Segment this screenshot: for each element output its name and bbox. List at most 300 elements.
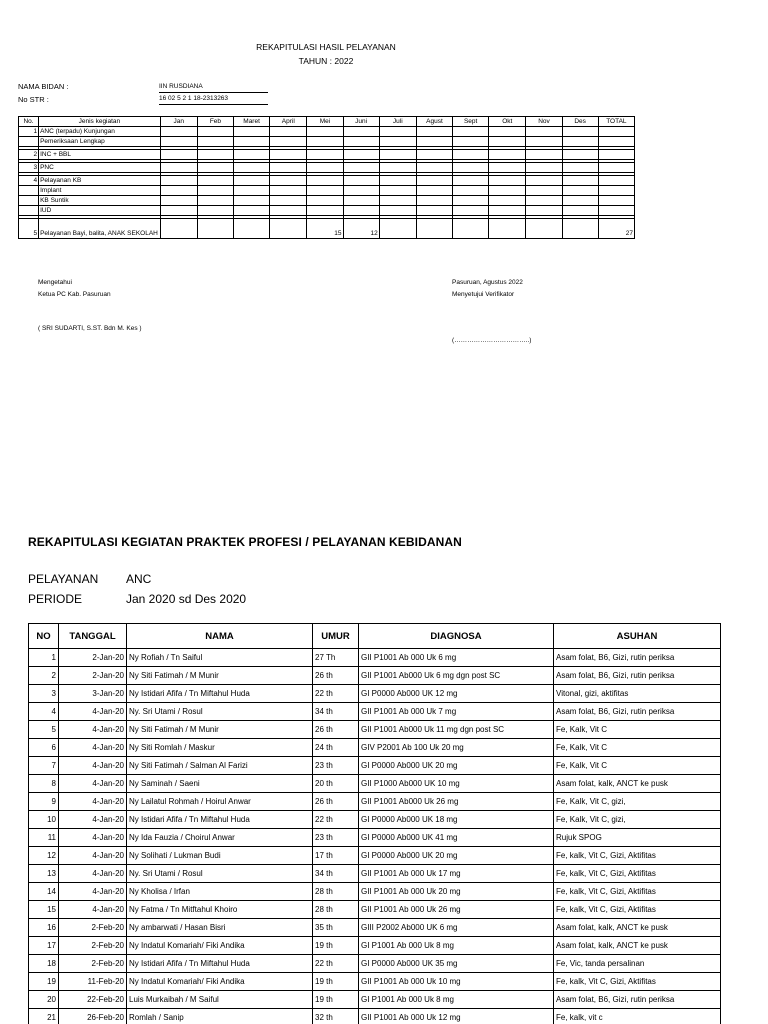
- row-diagnosa: GI P0000 Ab000 UK 20 mg: [359, 757, 554, 775]
- row-nama: Ny Indatul Komariah/ Fiki Andika: [127, 973, 313, 991]
- rekap-cell: [379, 186, 416, 196]
- rekap-row-label: IUD: [39, 206, 161, 216]
- table-row: [29, 721, 721, 739]
- rekap-cell: [379, 219, 416, 239]
- row-tanggal: 2-Jan-20: [59, 667, 127, 685]
- row-no: 1: [29, 649, 59, 667]
- row-umur: 26 th: [313, 721, 359, 739]
- rekap-cell: [234, 150, 270, 160]
- rekap-cell: [416, 137, 452, 147]
- sign-right-name: (……………………………..): [452, 337, 532, 344]
- col-header: Mei: [307, 117, 343, 127]
- rekap-cell: [160, 137, 197, 147]
- sign-right-2: Menyetujui Verifikator: [452, 291, 515, 298]
- row-nama: Ny Kholisa / Irfan: [127, 883, 313, 901]
- rekap-cell-mei: [307, 186, 343, 196]
- rekap-row-label: Pelayanan Bayi, balita, ANAK SEKOLAH: [39, 219, 161, 239]
- table-row: [29, 829, 721, 847]
- rekap-year: TAHUN : 2022: [298, 56, 354, 66]
- row-tanggal: 2-Feb-20: [59, 919, 127, 937]
- row-no: 20: [29, 991, 59, 1009]
- table-row: [29, 739, 721, 757]
- rekap-row-label: PNC: [39, 163, 161, 173]
- row-tanggal: 22-Feb-20: [59, 991, 127, 1009]
- rekap-cell: [270, 150, 307, 160]
- row-no: 8: [29, 775, 59, 793]
- rekap-cell-juni: [343, 137, 379, 147]
- rekap-cell: [270, 163, 307, 173]
- rekap-cell: [160, 219, 197, 239]
- row-diagnosa: GI P1001 Ab 000 Uk 8 mg: [359, 991, 554, 1009]
- row-no: 7: [29, 757, 59, 775]
- rekap-cell: [562, 127, 598, 137]
- row-umur: 23 th: [313, 829, 359, 847]
- row-tanggal: 4-Jan-20: [59, 829, 127, 847]
- row-asuhan: Fe, Kalk, Vit C: [554, 721, 721, 739]
- rekap-cell: [453, 219, 489, 239]
- row-tanggal: 4-Jan-20: [59, 811, 127, 829]
- rekap-cell: [160, 206, 197, 216]
- rekap-cell: [416, 176, 452, 186]
- row-asuhan: Fe, kalk, Vit C, Gizi, Aktifitas: [554, 883, 721, 901]
- row-tanggal: 4-Jan-20: [59, 775, 127, 793]
- row-umur: 23 th: [313, 757, 359, 775]
- rekap-cell-mei: [307, 150, 343, 160]
- pelayanan-value: ANC: [126, 572, 152, 586]
- table-row: [29, 955, 721, 973]
- row-umur: 22 th: [313, 811, 359, 829]
- rekap-cell: [453, 137, 489, 147]
- rekap-cell: [526, 176, 562, 186]
- row-no: 15: [29, 901, 59, 919]
- row-no: 17: [29, 937, 59, 955]
- row-nama: Ny ambarwati / Hasan Bisri: [127, 919, 313, 937]
- row-nama: Ny Siti Fatimah / Salman Al Farizi: [127, 757, 313, 775]
- rekap-cell: [234, 219, 270, 239]
- row-no: 12: [29, 847, 59, 865]
- table-row: [29, 775, 721, 793]
- rekap-row: [19, 176, 635, 186]
- rekap-cell-mei: [307, 176, 343, 186]
- row-asuhan: Asam folat, B6, Gizi, rutin periksa: [554, 991, 721, 1009]
- rekap-cell: [160, 196, 197, 206]
- row-no: 21: [29, 1009, 59, 1024]
- row-nama: Ny Fatma / Tn Mitftahul Khoiro: [127, 901, 313, 919]
- row-diagnosa: GII P1001 Ab 000 Uk 6 mg: [359, 649, 554, 667]
- sign-left-name: ( SRI SUDARTI, S.ST. Bdn M. Kes ): [38, 325, 142, 332]
- row-no: 19: [29, 973, 59, 991]
- rekap-cell: [562, 206, 598, 216]
- table-row: [29, 703, 721, 721]
- table-row: [29, 901, 721, 919]
- rekap-cell-total: [598, 163, 634, 173]
- rekap-cell-juni: [343, 150, 379, 160]
- rekap-row-no: [19, 186, 39, 196]
- rekap-row: [19, 186, 635, 196]
- rekap-cell-juni: [343, 196, 379, 206]
- row-nama: Ny. Sri Utami / Rosul: [127, 865, 313, 883]
- col-header: Jenis kegiatan: [39, 117, 161, 127]
- row-nama: Ny Solihati / Lukman Budi: [127, 847, 313, 865]
- row-diagnosa: GI P1001 Ab 000 Uk 8 mg: [359, 937, 554, 955]
- row-diagnosa: GII P1001 Ab000 Uk 11 mg dgn post SC: [359, 721, 554, 739]
- row-asuhan: Asam folat, B6, Gizi, rutin periksa: [554, 703, 721, 721]
- table-row: [29, 649, 721, 667]
- row-diagnosa: GII P1001 Ab 000 Uk 26 mg: [359, 901, 554, 919]
- row-diagnosa: GI P0000 Ab000 UK 20 mg: [359, 847, 554, 865]
- rekap-cell-total: [598, 150, 634, 160]
- sign-left-2: Ketua PC Kab. Pasuruan: [38, 291, 111, 298]
- col-header: Juni: [343, 117, 379, 127]
- row-asuhan: Fe, Kalk, Vit C, gizi,: [554, 793, 721, 811]
- col-header-no: NO: [29, 624, 59, 649]
- row-asuhan: Fe, Kalk, Vit C: [554, 739, 721, 757]
- row-diagnosa: GI P0000 Ab000 UK 35 mg: [359, 955, 554, 973]
- row-no: 6: [29, 739, 59, 757]
- table-row: [29, 919, 721, 937]
- row-no: 13: [29, 865, 59, 883]
- col-header-asuhan: ASUHAN: [554, 624, 721, 649]
- rekap-row-no: 3: [19, 163, 39, 173]
- rekap-cell: [197, 176, 233, 186]
- row-umur: 35 th: [313, 919, 359, 937]
- row-asuhan: Fe, kalk, vit c: [554, 1009, 721, 1024]
- col-header: Des: [562, 117, 598, 127]
- rekap-cell: [489, 150, 526, 160]
- row-umur: 34 th: [313, 703, 359, 721]
- row-umur: 19 th: [313, 973, 359, 991]
- row-tanggal: 4-Jan-20: [59, 703, 127, 721]
- rekap-cell: [160, 150, 197, 160]
- bidan-label: NAMA BIDAN :: [18, 82, 69, 91]
- row-nama: Ny Siti Romlah / Maskur: [127, 739, 313, 757]
- rekap-row-label: INC + BBL: [39, 150, 161, 160]
- rekap-cell-mei: [307, 127, 343, 137]
- rekap-cell: [562, 186, 598, 196]
- rekap-cell: [234, 137, 270, 147]
- table-row: [29, 1009, 721, 1024]
- row-no: 5: [29, 721, 59, 739]
- col-header: Jan: [160, 117, 197, 127]
- sign-right-place-date: Pasuruan, Agustus 2022: [452, 279, 523, 286]
- row-no: 10: [29, 811, 59, 829]
- row-asuhan: Fe, kalk, Vit C, Gizi, Aktifitas: [554, 973, 721, 991]
- row-asuhan: Asam folat, kalk, ANCT ke pusk: [554, 775, 721, 793]
- rekap-cell: [197, 206, 233, 216]
- rekap-cell: [416, 206, 452, 216]
- row-asuhan: Fe, kalk, Vit C, Gizi, Aktifitas: [554, 865, 721, 883]
- rekap-cell-juni: [343, 163, 379, 173]
- rekap-cell: [416, 127, 452, 137]
- rekap-title: REKAPITULASI HASIL PELAYANAN: [256, 42, 396, 52]
- row-tanggal: 11-Feb-20: [59, 973, 127, 991]
- rekap-cell: [160, 186, 197, 196]
- rekap-row-label: ANC (terpadu) Kunjungan: [39, 127, 161, 137]
- rekap-row-no: [19, 137, 39, 147]
- col-header: Okt: [489, 117, 526, 127]
- row-asuhan: Asam folat, kalk, ANCT ke pusk: [554, 919, 721, 937]
- row-no: 2: [29, 667, 59, 685]
- row-asuhan: Fe, kalk, Vit C, Gizi, Aktifitas: [554, 847, 721, 865]
- row-tanggal: 3-Jan-20: [59, 685, 127, 703]
- rekap-body: [19, 127, 635, 239]
- kegiatan-table: [28, 623, 721, 1024]
- row-umur: 28 th: [313, 883, 359, 901]
- rekap-cell: [453, 176, 489, 186]
- row-no: 11: [29, 829, 59, 847]
- row-nama: Ny Siti Fatimah / M Munir: [127, 721, 313, 739]
- row-tanggal: 4-Jan-20: [59, 865, 127, 883]
- row-no: 3: [29, 685, 59, 703]
- row-nama: Romlah / Sanip: [127, 1009, 313, 1024]
- rekap-row-label: KB Suntik: [39, 196, 161, 206]
- rekap-cell-juni: 12: [343, 219, 379, 239]
- rekap-cell: [197, 186, 233, 196]
- row-umur: 26 th: [313, 667, 359, 685]
- row-diagnosa: GII P1001 Ab 000 Uk 17 mg: [359, 865, 554, 883]
- table-row: [29, 685, 721, 703]
- rekap-cell: [526, 150, 562, 160]
- rekap-cell-juni: [343, 176, 379, 186]
- rekap-cell: [453, 196, 489, 206]
- col-header: Agust: [416, 117, 452, 127]
- rekap-cell: [526, 163, 562, 173]
- row-nama: Ny Rofiah / Tn Saiful: [127, 649, 313, 667]
- rekap-cell: [160, 127, 197, 137]
- rekap-cell: [197, 163, 233, 173]
- rekap-cell: [489, 137, 526, 147]
- rekap-cell: [489, 219, 526, 239]
- rekap-cell-mei: [307, 163, 343, 173]
- table-row: [29, 883, 721, 901]
- row-umur: 17 th: [313, 847, 359, 865]
- row-umur: 19 th: [313, 937, 359, 955]
- rekap-cell: [416, 196, 452, 206]
- rekap-row-no: 1: [19, 127, 39, 137]
- col-header: Nov: [526, 117, 562, 127]
- rekap-cell: [379, 163, 416, 173]
- rekap-cell-total: [598, 206, 634, 216]
- row-asuhan: Fe, kalk, Vit C, Gizi, Aktifitas: [554, 901, 721, 919]
- row-asuhan: Vitonal, gizi, aktifitas: [554, 685, 721, 703]
- row-tanggal: 4-Jan-20: [59, 847, 127, 865]
- row-nama: Ny Siti Fatimah / M Munir: [127, 667, 313, 685]
- rekap-cell: [197, 196, 233, 206]
- rekap-cell-total: [598, 127, 634, 137]
- rekap-cell: [270, 176, 307, 186]
- row-asuhan: Asam folat, B6, Gizi, rutin periksa: [554, 667, 721, 685]
- row-umur: 27 Th: [313, 649, 359, 667]
- rekap-row-no: 2: [19, 150, 39, 160]
- rekap-cell: [489, 206, 526, 216]
- row-tanggal: 4-Jan-20: [59, 721, 127, 739]
- rekap-cell: [234, 163, 270, 173]
- row-no: 9: [29, 793, 59, 811]
- table-row: [29, 811, 721, 829]
- rekap-cell: [416, 186, 452, 196]
- rekap-row: [19, 196, 635, 206]
- rekap-row: [19, 137, 635, 147]
- rekap-cell: [562, 176, 598, 186]
- row-asuhan: Fe, Kalk, Vit C, gizi,: [554, 811, 721, 829]
- row-asuhan: Rujuk SPOG: [554, 829, 721, 847]
- rekap-cell: [453, 186, 489, 196]
- row-diagnosa: GII P1001 Ab 000 Uk 10 mg: [359, 973, 554, 991]
- kegiatan-header-row: [29, 624, 721, 649]
- rekap-cell: [562, 219, 598, 239]
- rekap-row: [19, 163, 635, 173]
- kegiatan-body: [29, 649, 721, 1024]
- row-nama: Luis Murkaibah / M Saiful: [127, 991, 313, 1009]
- rekap-cell-total: [598, 196, 634, 206]
- row-asuhan: Fe, Kalk, Vit C: [554, 757, 721, 775]
- rekap-cell: [453, 127, 489, 137]
- col-header: Sept: [453, 117, 489, 127]
- rekap-row: [19, 150, 635, 160]
- col-header: Maret: [234, 117, 270, 127]
- col-header: Feb: [197, 117, 233, 127]
- rekap-cell: [526, 219, 562, 239]
- row-diagnosa: GII P1001 Ab 000 Uk 7 mg: [359, 703, 554, 721]
- bidan-value: IIN RUSDIANA: [159, 82, 268, 93]
- rekap-cell: [234, 186, 270, 196]
- table-row: [29, 667, 721, 685]
- row-diagnosa: GII P1001 Ab 000 Uk 20 mg: [359, 883, 554, 901]
- rekap-cell-juni: [343, 127, 379, 137]
- row-tanggal: 4-Jan-20: [59, 739, 127, 757]
- row-tanggal: 4-Jan-20: [59, 901, 127, 919]
- rekap-cell: [234, 127, 270, 137]
- row-diagnosa: GII P1001 Ab 000 Uk 12 mg: [359, 1009, 554, 1024]
- rekap-cell: [379, 137, 416, 147]
- rekap-row-no: 4: [19, 176, 39, 186]
- row-umur: 19 th: [313, 991, 359, 1009]
- table-row: [29, 847, 721, 865]
- col-header-diagnosa: DIAGNOSA: [359, 624, 554, 649]
- str-label: No STR :: [18, 95, 49, 104]
- rekap-cell: [489, 196, 526, 206]
- table-row: [29, 991, 721, 1009]
- row-nama: Ny Lailatul Rohmah / Hoirul Anwar: [127, 793, 313, 811]
- rekap-cell: [270, 196, 307, 206]
- row-umur: 24 th: [313, 739, 359, 757]
- rekap-row: [19, 206, 635, 216]
- rekap-cell: [160, 163, 197, 173]
- table-row: [29, 793, 721, 811]
- sign-left-1: Mengetahui: [38, 279, 72, 286]
- row-diagnosa: GIII P2002 Ab000 UK 6 mg: [359, 919, 554, 937]
- rekap-cell: [270, 137, 307, 147]
- rekap-cell: [489, 127, 526, 137]
- rekap-cell: [453, 163, 489, 173]
- row-nama: Ny Istidari Afifa / Tn Miftahul Huda: [127, 955, 313, 973]
- row-umur: 34 th: [313, 865, 359, 883]
- col-header-umur: UMUR: [313, 624, 359, 649]
- rekap-header-row: [19, 117, 635, 127]
- row-no: 18: [29, 955, 59, 973]
- col-header-nama: NAMA: [127, 624, 313, 649]
- row-tanggal: 2-Jan-20: [59, 649, 127, 667]
- row-tanggal: 4-Jan-20: [59, 793, 127, 811]
- row-umur: 32 th: [313, 1009, 359, 1024]
- rekap-cell-mei: [307, 137, 343, 147]
- rekap-row-label: Implant: [39, 186, 161, 196]
- col-header-tanggal: TANGGAL: [59, 624, 127, 649]
- rekap-row-label: Pemeriksaan Lengkap: [39, 137, 161, 147]
- row-nama: Ny Istidari Afifa / Tn Miftahul Huda: [127, 811, 313, 829]
- rekap-cell: [526, 206, 562, 216]
- rekap-cell: [379, 176, 416, 186]
- rekap-cell: [197, 137, 233, 147]
- row-nama: Ny. Sri Utami / Rosul: [127, 703, 313, 721]
- row-nama: Ny Indatul Komariah/ Fiki Andika: [127, 937, 313, 955]
- rekap-cell: [526, 186, 562, 196]
- rekap-cell: [160, 176, 197, 186]
- row-tanggal: 2-Feb-20: [59, 955, 127, 973]
- rekap-cell: [379, 196, 416, 206]
- kegiatan-title: REKAPITULASI KEGIATAN PRAKTEK PROFESI / PELAYANAN KEBIDANAN: [28, 535, 462, 549]
- rekap-cell: [270, 219, 307, 239]
- str-value: 16 02 5 2 1 18-2313263: [159, 94, 268, 105]
- pelayanan-label: PELAYANAN: [28, 572, 99, 586]
- row-no: 14: [29, 883, 59, 901]
- rekap-cell: [416, 150, 452, 160]
- row-asuhan: Asam folat, kalk, ANCT ke pusk: [554, 937, 721, 955]
- row-tanggal: 2-Feb-20: [59, 937, 127, 955]
- row-umur: 22 th: [313, 955, 359, 973]
- rekap-cell-total: [598, 186, 634, 196]
- rekap-cell: [270, 186, 307, 196]
- rekap-cell: [234, 176, 270, 186]
- row-diagnosa: GI P0000 Ab000 UK 18 mg: [359, 811, 554, 829]
- row-tanggal: 4-Jan-20: [59, 883, 127, 901]
- rekap-cell: [416, 219, 452, 239]
- row-nama: Ny Istidari Afifa / Tn Miftahul Huda: [127, 685, 313, 703]
- row-diagnosa: GI P0000 Ab000 UK 41 mg: [359, 829, 554, 847]
- rekap-cell: [379, 150, 416, 160]
- rekap-cell-juni: [343, 186, 379, 196]
- rekap-table: [18, 116, 635, 239]
- rekap-cell: [562, 150, 598, 160]
- rekap-cell: [234, 206, 270, 216]
- row-diagnosa: GII P1001 Ab000 Uk 26 mg: [359, 793, 554, 811]
- row-umur: 28 th: [313, 901, 359, 919]
- row-diagnosa: GI P0000 Ab000 UK 12 mg: [359, 685, 554, 703]
- rekap-cell: [379, 127, 416, 137]
- rekap-cell: [562, 163, 598, 173]
- rekap-cell: [197, 150, 233, 160]
- rekap-cell: [197, 127, 233, 137]
- rekap-cell-total: [598, 137, 634, 147]
- rekap-cell-juni: [343, 206, 379, 216]
- row-nama: Ny Saminah / Saeni: [127, 775, 313, 793]
- rekap-cell: [526, 196, 562, 206]
- rekap-cell: [379, 206, 416, 216]
- col-header: No.: [19, 117, 39, 127]
- row-no: 16: [29, 919, 59, 937]
- col-header: Juli: [379, 117, 416, 127]
- table-row: [29, 865, 721, 883]
- rekap-cell: [562, 196, 598, 206]
- row-diagnosa: GII P1000 Ab000 UK 10 mg: [359, 775, 554, 793]
- row-nama: Ny Ida Fauzia / Choirul Anwar: [127, 829, 313, 847]
- rekap-cell: [234, 196, 270, 206]
- row-diagnosa: GII P1001 Ab000 Uk 6 mg dgn post SC: [359, 667, 554, 685]
- row-tanggal: 4-Jan-20: [59, 757, 127, 775]
- row-asuhan: Fe, Vic, tanda persalinan: [554, 955, 721, 973]
- rekap-cell: [197, 219, 233, 239]
- rekap-cell: [526, 137, 562, 147]
